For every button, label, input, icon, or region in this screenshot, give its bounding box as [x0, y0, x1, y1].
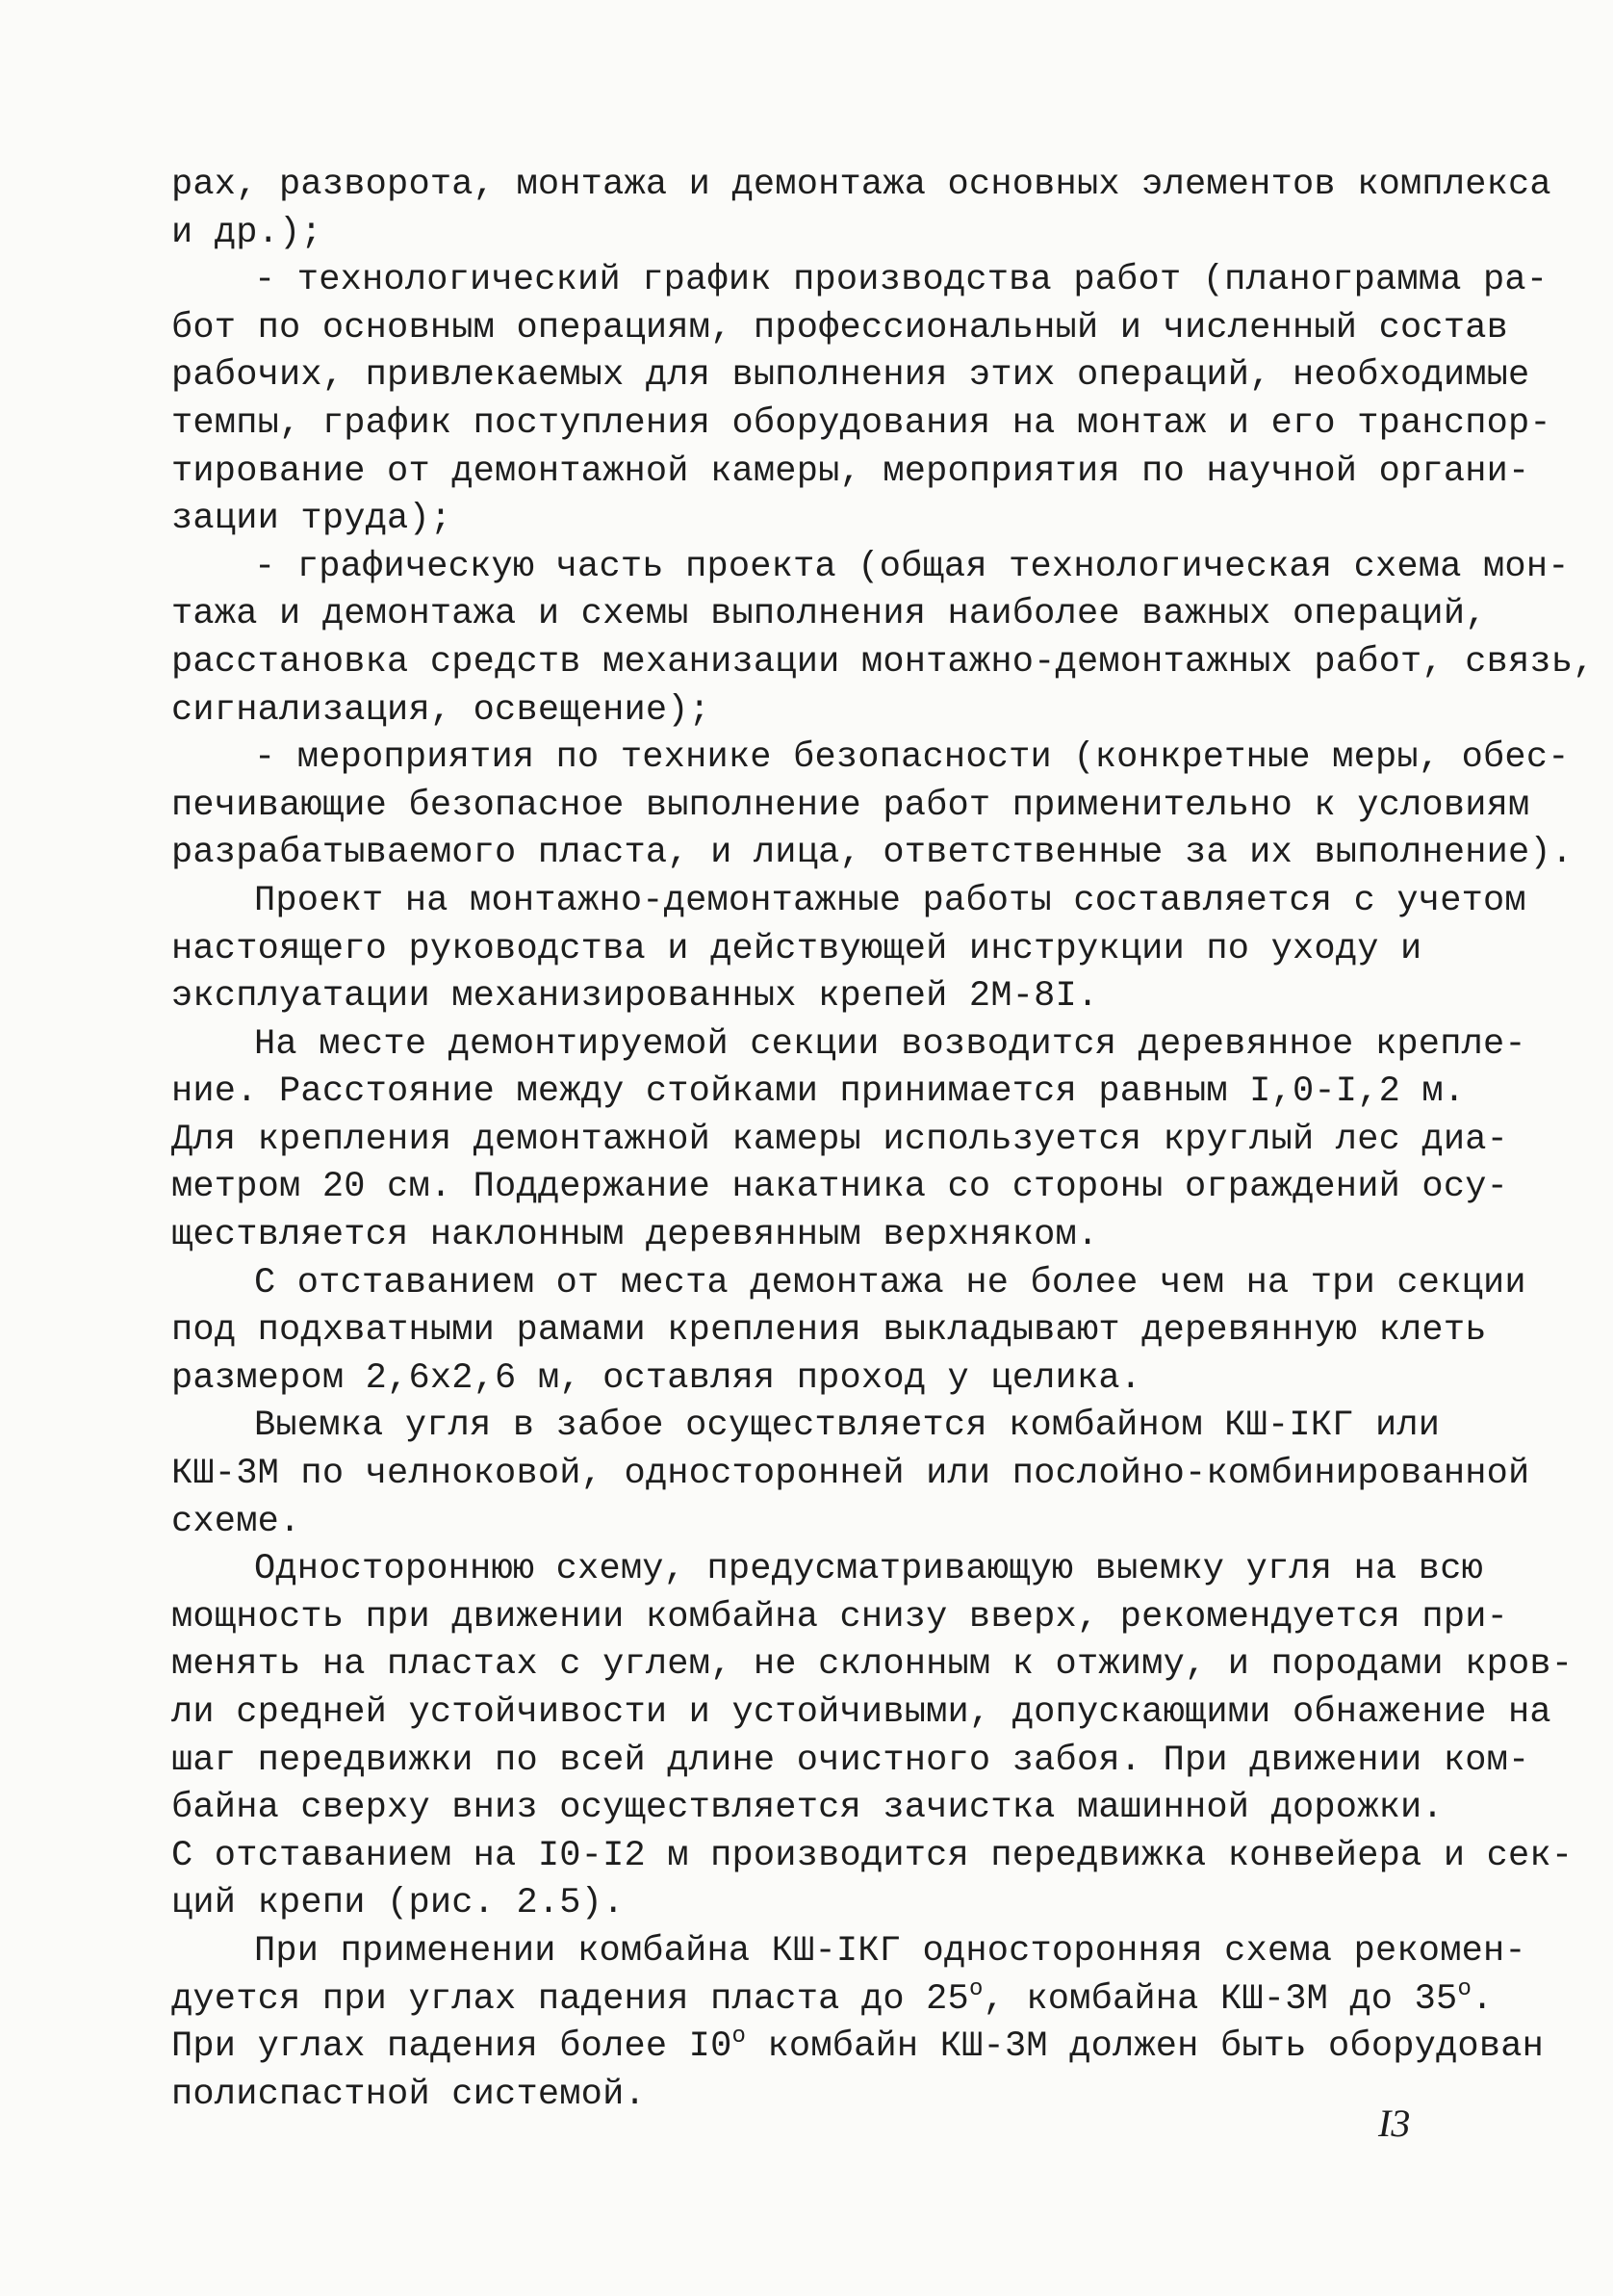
text-line: Выемка угля в забое осуществляется комбайном КШ-IКГ или [254, 1406, 1441, 1447]
text-line: ществляется наклонным деревянным верхняком. [171, 1215, 1099, 1256]
text-line: Для крепления демонтажной камеры используется круглый лес диа- [171, 1119, 1509, 1160]
text-line: шаг передвижки по всей длине очистного забоя. При движении ком- [171, 1740, 1530, 1781]
paragraph-graphic-part-item [171, 544, 1595, 735]
text-line: сигнализация, освещение); [171, 689, 711, 731]
text-line: схеме. [171, 1501, 301, 1542]
text-line: - мероприятия по технике безопасности (конкретные меры, обес- [254, 737, 1570, 779]
line-text: комбайн КШ-3М должен быть оборудован [746, 2026, 1545, 2068]
text-line: тирование от демонтажной камеры, мероприятия по научной органи- [171, 451, 1530, 492]
text-line: зации труда); [171, 499, 452, 540]
text-line: ли средней устойчивости и устойчивыми, допускающими обнажение на [171, 1692, 1551, 1733]
text-line: Проект на монтажно-демонтажные работы составляется с учетом [254, 880, 1526, 921]
paragraph-crib [171, 1260, 1526, 1404]
text-line: - графическую часть проекта (общая технологическая схема мон- [254, 546, 1570, 587]
text-line: мощность при движении комбайна снизу вверх, рекомендуется при- [171, 1596, 1509, 1638]
text-line: менять на пластах с углем, не склонным к отжиму, и породами кров- [171, 1644, 1574, 1686]
text-line-with-degrees [171, 2024, 1545, 2072]
text-line: тажа и демонтажа и схемы выполнения наиболее важных операций, [171, 594, 1487, 635]
text-line: рах, разворота, монтажа и демонтажа основных элементов комплекса [171, 165, 1551, 205]
text-line: Одностороннюю схему, предусматривающую выемку угля на всю [254, 1549, 1484, 1590]
text-line: КШ-3М по челноковой, односторонней или послойно-комбинированной [171, 1454, 1530, 1495]
text-line-with-degrees [171, 1975, 1494, 2025]
paragraph-angles [171, 1928, 1545, 2119]
text-line: и др.); [171, 212, 322, 253]
paragraph-one-way-scheme [171, 1546, 1574, 1928]
paragraph-coal-extraction [171, 1403, 1530, 1546]
page-number: I3 [1378, 2102, 1411, 2145]
text-line: метром 20 см. Поддержание накатника со стороны ограждений осу- [171, 1167, 1509, 1208]
paragraph-schedule-item [171, 257, 1551, 544]
paragraph-safety-item [171, 735, 1574, 878]
text-line: На месте демонтируемой секции возводится деревянное крепле- [254, 1023, 1526, 1065]
degree-mark: о [731, 2024, 747, 2051]
text-line: печивающие безопасное выполнение работ применительно к условиям [171, 785, 1530, 826]
text-line: байна сверху вниз осуществляется зачистка машинной дорожки. [171, 1788, 1444, 1829]
body-text [171, 162, 1595, 2119]
text-line: С отставанием на I0-I2 м производится передвижка конвейера и сек- [171, 1835, 1574, 1876]
text-line: ние. Расстояние между стойками принимается равным I,0-I,2 м. [171, 1071, 1466, 1113]
line-text: . [1472, 1978, 1494, 2020]
text-line: ций крепи (рис. 2.5). [171, 1883, 625, 1924]
text-line: размером 2,6х2,6 м, оставляя проход у целика. [171, 1357, 1142, 1399]
degree-mark: о [1457, 1975, 1472, 2002]
text-line: эксплуатации механизированных крепей 2М-8I. [171, 976, 1099, 1018]
text-line: темпы, график поступления оборудования на монтаж и его транспор- [171, 402, 1551, 444]
line-text: дуется при углах падения пласта до 25 [171, 1978, 969, 2020]
paragraph-list-continuation [171, 162, 1551, 257]
line-text: , комбайна КШ-3М до 35 [983, 1978, 1458, 2020]
line-text: При углах падения более I0 [171, 2026, 732, 2068]
text-line: рабочих, привлекаемых для выполнения этих операций, необходимые [171, 355, 1530, 397]
degree-mark: о [968, 1975, 984, 2002]
text-line: настоящего руководства и действующей инструкции по уходу и [171, 928, 1422, 969]
text-line: - технологический график производства работ (планограмма ра- [254, 260, 1549, 301]
text-line: При применении комбайна КШ-IКГ односторонняя схема рекомен- [254, 1930, 1526, 1972]
text-line: расстановка средств механизации монтажно-демонтажных работ, связь, [171, 641, 1595, 683]
paragraph-project [171, 878, 1526, 1021]
text-line: бот по основным операциям, профессиональный и численный состав [171, 307, 1509, 348]
text-line: полиспастной системой. [171, 2074, 646, 2115]
paragraph-timbering [171, 1021, 1526, 1260]
text-line: разрабатываемого пласта, и лица, ответственные за их выполнение). [171, 833, 1574, 874]
text-line: под подхватными рамами крепления выкладывают деревянную клеть [171, 1310, 1487, 1352]
text-line: С отставанием от места демонтажа не более чем на три секции [254, 1262, 1526, 1303]
